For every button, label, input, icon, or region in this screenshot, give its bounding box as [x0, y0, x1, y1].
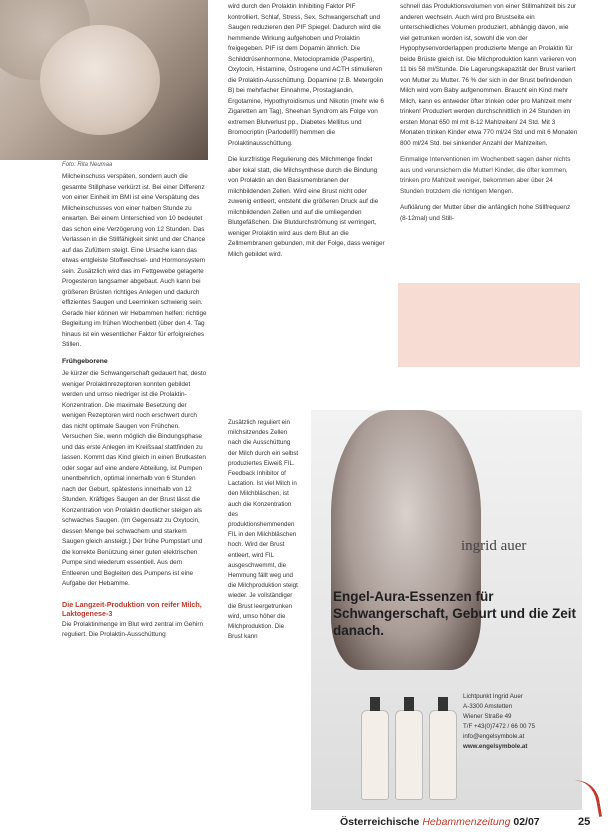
col2-mid: Die kurzfristige Regulierung des Milchmenge findet aber lokal statt, die Milchsynthese durch die Bindung von Prolaktin an den Basismembranen der milchbildenden Zellen. Wird eine Brust nicht oder zuwenig entleert, entsteht die größeren Druck auf die milchbildenden Zellen und auf die umliegenden Blutgefäßchen. Die Blutdurchströmung ist verringert, weniger Prolaktin wird aus dem Blut an die Zellmembranen gebunden, mit der Folge, dass weniger Milch gebildet wird. — [228, 156, 385, 258]
col3-highlight: Einmalige Interventionen im Wochenbett sagen daher nichts aus und verunsichern die Mutter! Kinder, die öfter kommen, trinken pro Mahlzeit weniger, bekommen aber über 24 Stunden trotzdem die richtigen Mengen. — [400, 156, 571, 195]
baby-shape — [40, 25, 160, 135]
mother-baby-photo — [0, 0, 208, 160]
ad-brand: ingrid auer — [461, 538, 527, 554]
page-number: 25 — [578, 816, 591, 828]
col1-end: Die Prolaktinmenge im Blut wird zentral im Gehirn reguliert. Die Prolaktin-Ausschüttung — [62, 620, 203, 638]
footer-prefix: Österreichische — [340, 816, 420, 828]
ad-contact-line: A-3300 Amstetten — [463, 703, 513, 710]
column-2 — [228, 2, 386, 266]
column-1 — [62, 172, 207, 647]
advertisement[interactable] — [311, 410, 582, 810]
column-2-narrow — [228, 418, 300, 648]
ad-website-link[interactable]: www.engelsymbole.at — [463, 743, 528, 750]
ad-contact — [463, 692, 535, 752]
ad-headline: Engel-Aura-Essenzen für Schwangerschaft, Geburt und die Zeit danach. — [333, 589, 577, 638]
col1-intro: Milcheinschuss verspäten, sondern auch die gesamte Stillphase verkürzt ist. Bei einer Differenz von einer Einheit im BMI ist eine Verspätung des Milcheinschusses von einer halben Stunde zu erwarten. Bei einem Unterschied von 10 bedeutet das schon eine Verzögerung von 12 Stunden. Das Verlassen in die Stillfähigkeit sinkt und der Chance auf das Zufüttern steigt. Eine Ursache kann das etwas entgleiste Stoffwechsel- und Hormonsystem sein. Zusätzlich wird das im Fettgewebe gelagerte Progesteron langsamer abgebaut. Auch kann bei größeren Brüsten richtiges Anlegen und dadurch effizientes Saugen und Leerrinken schwierig sein. Gerade hier können wir Hebammen helfen: richtige Begleitung im frühen Wochenbett (über den 4. Tag hinaus ist ein wesentlicher Faktor für erfolgreiches Stillen. — [62, 173, 207, 348]
col3-top: schnell das Produktionsvolumen von einer Stillmahlzeit bis zur anderen wechseln. Auch wird pro Brustseite ein unterschiedliches Volumen produziert, abhängig davon, wie viel getrunken worden ist, sowohl die von der Hypophysenvorderlappen produzierte Menge an Prolaktin für beide Brüste gleich ist. Die Milchproduktion kann variieren von 11 bis 58 ml/Stunde. Die Lagerungskapazität der Brust variiert von Mutter zu Mutter. 76 % der sich in der Brust befindenden Milch wird vom Baby aufgenommen. Braucht ein Kind mehr Milch, kann es entweder öfter trinken oder pro Mahlzeit mehr trinken! Produziert werden durchschnittlich in 24 Stunden im ersten Monat 650 ml mit 8-12 Mahlzeiten/ 24 Std. Mit 3 Monaten trinken Kinder etwa 770 ml/24 Std und mit 6 Monaten 800 ml/24 Std. bei sinkender Anzahl der Mahlzeiten. — [400, 3, 578, 147]
ad-contact-line: T/F +43(0)7472 / 66 00 75 — [463, 723, 536, 730]
photo-credit: Foto: Rita Neumaa — [62, 162, 113, 168]
col2-narrow: Zusätzlich reguliert ein milchsitzendes Zellen nach die Ausschüttung der Milch durch ein selbst produziertes Eiweiß FIL. Feedback Inhibitor of Lactation. Ist viel Milch in den Milchbläschen, ist auch die Konzentration des produktionshemmenden FIL in den Milchbläschen hoch. Wird der Brust entleert, wird FIL ausgeschwemmt, die Hemmung fällt weg und die Milchproduktion steigt wieder. Je vollständiger die Brust leergetrunken wird, umso höher die Milchproduktion. Die Brust kann — [228, 419, 299, 641]
ad-email-link[interactable]: info@engelsymbole.at — [463, 733, 525, 740]
col2-top: wird durch den Prolaktin Inhibiting Faktor PIF kontrolliert. Schlaf, Stress, Sex, Schwangerschaft und Saugen reduzieren den PIF Spiegel. Dadurch wird die hemmende Wirkung aufgehoben und Prolaktin freigegeben. PIF ist dem Dopamin ähnlich. Die Schilddrüsenhormone, Metoclopramide (Paspertin), Oxytocin, Histamine, Östrogene und ACTH stimulieren die Prolaktin-Ausschüttung. Dopamine (z.B. Metergolin B) bei mehrfacher Einnahme, Prostaglandin, Ergotamine, Hypothyroidismus und Nikotin (mehr wie 6 Zigaretten am Tag), Sheehan Syndrom als Folge von extremen Blutverlust pp., Diabetes Mellitus und Bromocriptin (Parlodel®) hemmen die Prolaktinausschüttung. — [228, 3, 384, 147]
essence-bottles-image — [361, 690, 461, 800]
col1-body: Je kürzer die Schwangerschaft gedauert hat, desto weniger Prolaktinrezeptoren konnten gebildet werden und umso niedriger ist die Prolaktin-Konzentration. Die maximale Besetzung der wenigen Rezeptoren wird noch erschwert durch das nicht optimale Saugen von Frühchen. Versuchen Sie, wenn möglich die Bindungsphase und das erste Anlegen im Kreißsaal stattfinden zu lassen. Kommt das Kind gleich in einen Brutkasten oder sogar auf eine andere Abteilung, ist Pumpen unentbehrlich, optimal innerhalb von 6 Stunden nach der Geburt, spätestens innerhalb von 12 Stunden. Kräftiges Saugen an der Brust lässt die Konzentration von Prolaktin deutlicher steigen als schwaches Saugen. (Im Gegensatz zu Oxytocin, dessen Menge bei schwachem und starkem Saugen gleich ansteigt.) Der frühe Pumpstart und die korrekte Benützung einer guten elektrischen Pumpe sind wiederum essentiell. Aus dem Entleeren und Begleiten des Pumpens ist eine Aufgabe der Hebamme. — [62, 370, 207, 587]
column-3 — [400, 2, 578, 230]
ad-contact-line: Wiener Straße 49 — [463, 713, 512, 720]
bottle-icon — [361, 710, 389, 800]
bottle-icon — [395, 710, 423, 800]
ad-contact-line: Lichtpunkt Ingrid Auer — [463, 693, 523, 700]
col3-end: Aufklärung der Mutter über die anfänglich hohe Stillfrequenz (8-12mal) und Still- — [400, 204, 571, 222]
col1-subheading: Die Langzeit-Produktion von reifer Milch, Laktogenese-3 — [62, 599, 202, 618]
bottle-icon — [429, 710, 457, 800]
footer-journal-name: Hebammenzeitung — [422, 816, 511, 828]
highlight-box — [398, 283, 580, 367]
footer-issue: 02/07 — [513, 816, 540, 828]
journal-footer — [340, 816, 540, 828]
col1-heading: Frühgeborene — [62, 357, 108, 365]
